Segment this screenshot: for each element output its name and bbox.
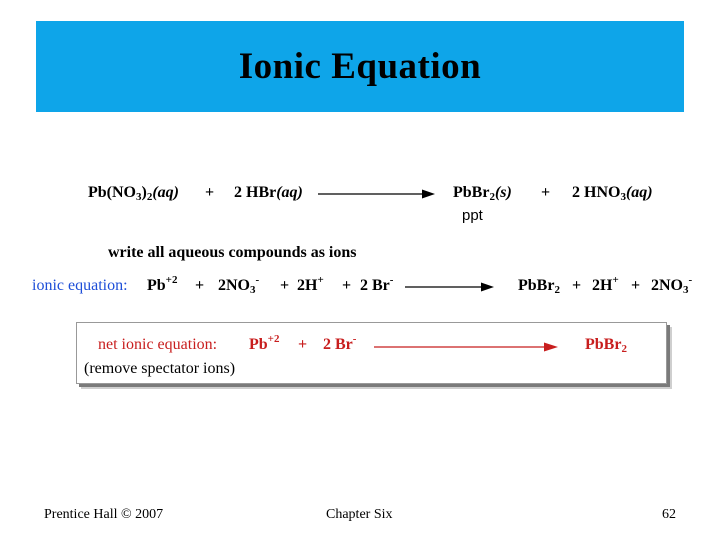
plus-sign: + [298,336,308,353]
product-hno3: 2 $HNO_3(aq)$ [572,184,653,203]
ion-no3-product: $2NO_3^-$ [651,274,693,296]
ion-no3: $2NO_3^-$ [218,274,260,296]
plus-sign: + [342,277,352,294]
net-ion-pb: $Pb^{+2}$ [249,333,280,353]
ionic-arrow [405,281,495,293]
footer-publisher: Prentice Hall © 2007 [44,507,164,522]
ion-br: 2 Br- [360,274,394,294]
instruction-text: write all aqueous compounds as ions [108,244,357,261]
net-ionic-box [76,322,667,384]
net-ion-br: 2 Br- [323,333,357,353]
ionic-product-pbbr2: PbBr$_2$ [518,277,560,296]
slide-title: Ionic Equation [238,46,482,87]
plus-sign: + [631,277,641,294]
spectator-note: (remove spectator ions) [84,360,236,377]
ionic-equation-label: ionic equation: [32,277,128,294]
footer-chapter: Chapter Six [326,507,393,522]
plus-sign: + [280,277,290,294]
reactant-hbr: 2 HBr(aq) [234,184,303,201]
precipitate-note: ppt [462,207,483,224]
footer-page-number: 62 [662,507,676,522]
plus-sign: + [205,184,215,201]
ion-h-product: 2H+ [592,274,619,294]
molecular-arrow [318,188,436,200]
plus-sign: + [195,277,205,294]
plus-sign: + [541,184,551,201]
ion-h: 2H+ [297,274,324,294]
net-product-pbbr2: PbBr$_2$ [585,336,627,355]
reactant-pb-nitrate: $Pb(NO_3)_2(aq)$ [88,184,179,203]
net-arrow [374,341,560,353]
net-ionic-label: net ionic equation: [98,336,218,353]
product-pbbr2: PbBr$_2$(s) [453,184,512,203]
title-bar [36,21,684,112]
ion-pb: $Pb^{+2}$ [147,274,178,294]
plus-sign: + [572,277,582,294]
